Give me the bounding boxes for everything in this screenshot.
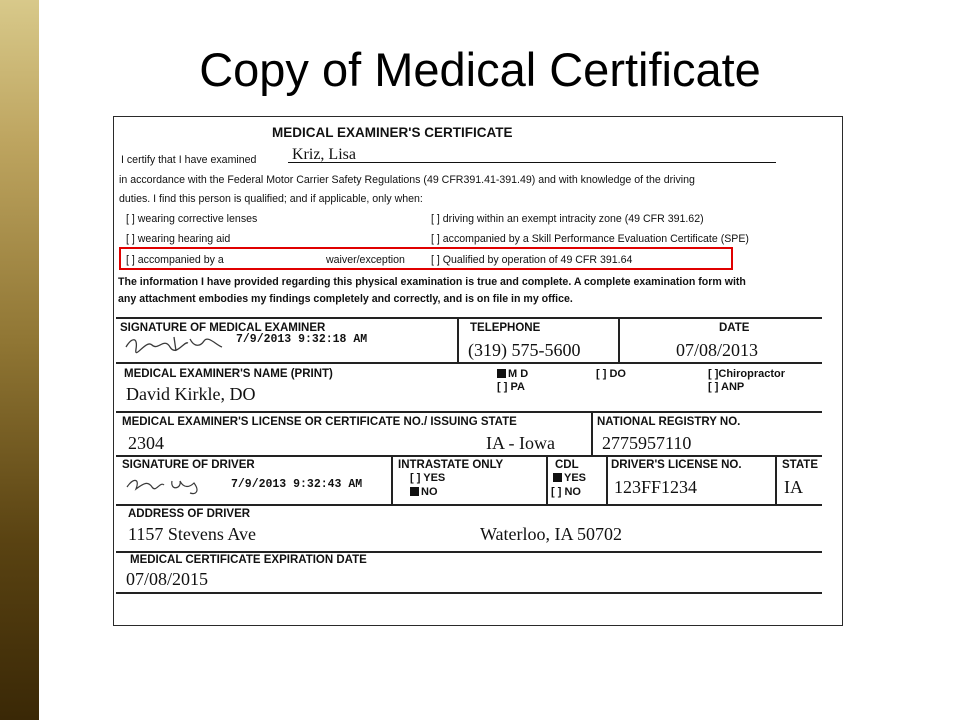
- address-label: ADDRESS OF DRIVER: [128, 508, 251, 520]
- option-corrective-lenses: [ ] wearing corrective lenses: [126, 213, 258, 225]
- drivers-license-value: 123FF1234: [614, 477, 698, 497]
- sig-driver-timestamp: 7/9/2013 9:32:43 AM: [231, 478, 363, 491]
- intrastate-yes: [ ] YES: [410, 472, 446, 484]
- medical-certificate-image: [113, 116, 843, 626]
- cdl-no: [ ] NO: [551, 486, 581, 498]
- credential-pa: [ ] PA: [497, 381, 525, 393]
- telephone-label: TELEPHONE: [470, 322, 541, 334]
- address-city: Waterloo, IA 50702: [480, 524, 623, 544]
- divider: [116, 411, 822, 413]
- registry-value: 2775957110: [602, 433, 692, 453]
- attestation-line-2: any attachment embodies my findings completely and correctly, and is on file in my office.: [118, 293, 573, 305]
- option-qualified-391-64: [ ] Qualified by operation of 49 CFR 391.64: [431, 254, 633, 266]
- sig-driver-label: SIGNATURE OF DRIVER: [122, 459, 255, 471]
- address-street: 1157 Stevens Ave: [128, 524, 256, 544]
- examiner-name-label: MEDICAL EXAMINER'S NAME (PRINT): [124, 368, 333, 380]
- divider: [457, 318, 459, 362]
- divider: [116, 317, 822, 319]
- regulations-line: in accordance with the Federal Motor Carrier Safety Regulations (49 CFR391.41-391.49) and with knowledge of the driving: [119, 174, 695, 186]
- divider: [116, 551, 822, 553]
- divider: [591, 412, 593, 455]
- divider: [606, 456, 608, 504]
- examiner-signature: [124, 333, 234, 355]
- driver-signature: [124, 473, 214, 497]
- drivers-license-label: DRIVER'S LICENSE NO.: [611, 459, 742, 471]
- decorative-side-bar: [0, 0, 39, 720]
- divider: [775, 456, 777, 504]
- option-accompanied-waiver: [ ] accompanied by a: [126, 254, 224, 266]
- registry-label: NATIONAL REGISTRY NO.: [597, 416, 741, 428]
- sig-examiner-timestamp: 7/9/2013 9:32:18 AM: [236, 333, 368, 346]
- divider: [116, 504, 822, 506]
- credential-md: M D: [497, 368, 528, 380]
- issuing-state-value: IA - Iowa: [486, 433, 555, 453]
- option-exempt-zone: [ ] driving within an exempt intracity zone (49 CFR 391.62): [431, 213, 704, 225]
- credential-anp: [ ] ANP: [708, 381, 745, 393]
- highlight-box: [119, 247, 733, 270]
- divider: [116, 362, 822, 364]
- divider: [116, 455, 822, 457]
- date-label: DATE: [719, 322, 750, 334]
- expiration-label: MEDICAL CERTIFICATE EXPIRATION DATE: [130, 554, 367, 566]
- state-label: STATE: [782, 459, 818, 471]
- expiration-value: 07/08/2015: [126, 569, 209, 589]
- certify-prefix: I certify that I have examined: [121, 154, 257, 166]
- checked-box-icon: [497, 369, 506, 378]
- credential-chiropractor: [ ]Chiropractor: [708, 368, 785, 380]
- examined-name-underline: [288, 162, 776, 163]
- attestation-line-1: The information I have provided regarding this physical examination is true and complete. A complete examination form with: [118, 276, 746, 288]
- checked-box-icon: [410, 487, 419, 496]
- intrastate-no: NO: [410, 486, 438, 498]
- intrastate-label: INTRASTATE ONLY: [398, 459, 504, 471]
- date-value: 07/08/2013: [676, 340, 759, 360]
- credential-do: [ ] DO: [596, 368, 626, 380]
- option-waiver-exception: waiver/exception: [326, 254, 405, 266]
- option-hearing-aid: [ ] wearing hearing aid: [126, 233, 231, 245]
- license-value: 2304: [128, 433, 164, 453]
- examiner-name-value: David Kirkle, DO: [126, 384, 256, 404]
- certificate-heading: MEDICAL EXAMINER'S CERTIFICATE: [272, 125, 513, 140]
- license-label: MEDICAL EXAMINER'S LICENSE OR CERTIFICATE NO./ ISSUING STATE: [122, 416, 517, 428]
- state-value: IA: [784, 477, 803, 497]
- divider: [116, 592, 822, 594]
- qualified-line: duties. I find this person is qualified; and if applicable, only when:: [119, 193, 423, 205]
- cdl-label: CDL: [555, 459, 579, 471]
- option-spe: [ ] accompanied by a Skill Performance Evaluation Certificate (SPE): [431, 233, 749, 245]
- divider: [391, 456, 393, 504]
- checked-box-icon: [553, 473, 562, 482]
- telephone-value: (319) 575-5600: [468, 340, 581, 360]
- examined-name: Kriz, Lisa: [292, 146, 356, 163]
- sig-examiner-label: SIGNATURE OF MEDICAL EXAMINER: [120, 322, 326, 334]
- divider: [618, 318, 620, 362]
- slide-title: Copy of Medical Certificate: [199, 43, 761, 96]
- divider: [546, 456, 548, 504]
- cdl-yes: YES: [553, 472, 586, 484]
